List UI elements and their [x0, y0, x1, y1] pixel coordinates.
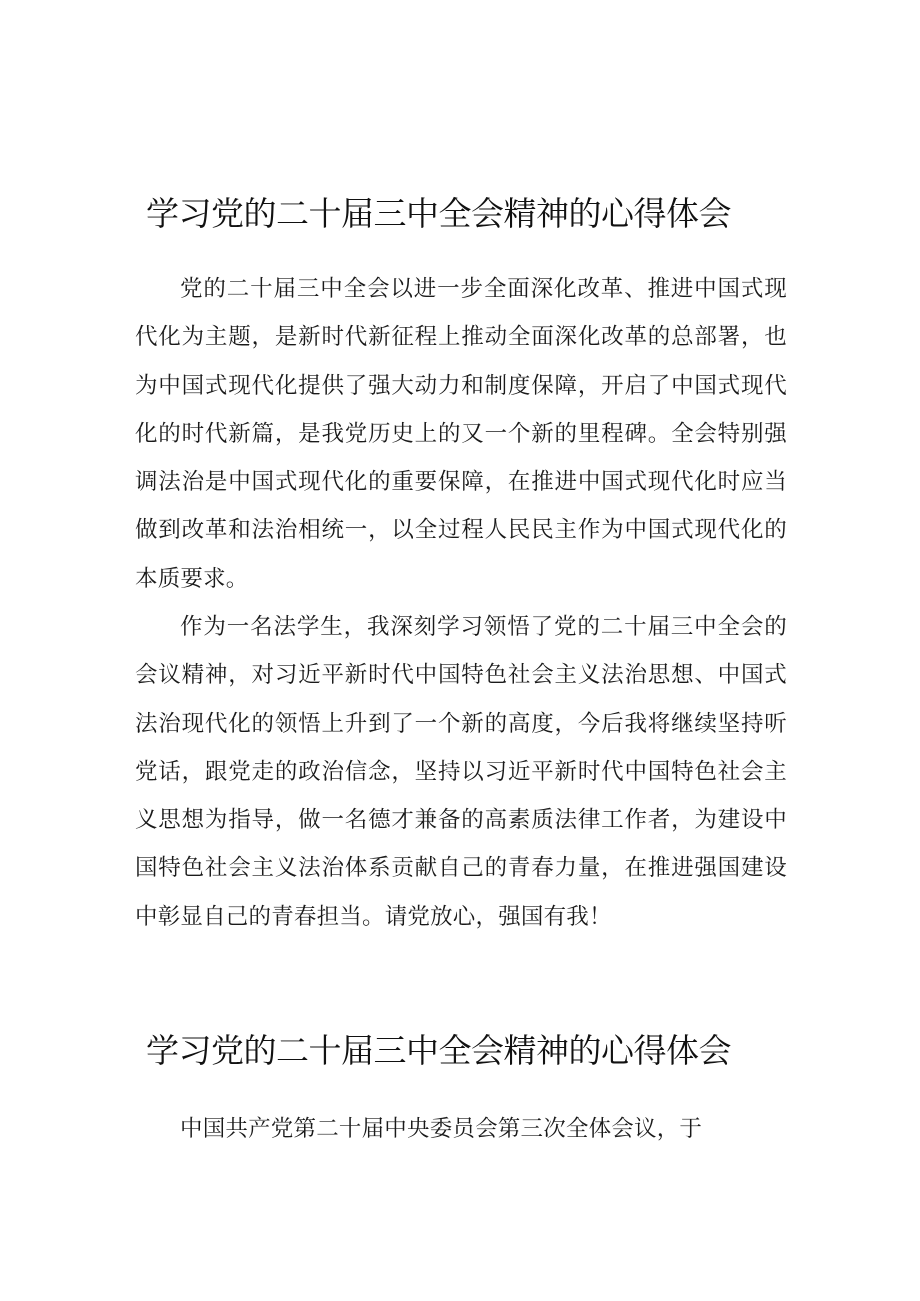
body-paragraph: 中国共产党第二十届中央委员会第三次全体会议，于 — [180, 1116, 703, 1142]
body-paragraph: 党的二十届三中全会以进一步全面深化改革、推进中国式现代化为主题，是新时代新征程上推动全面深化改革的总部署，也为中国式现代化提供了强大动力和制度保障，开启了中国式现代化的时代新篇，是我党历史上的又一个新的里程碑。全会特别强调法治是中国式现代化的重要保障，在推进中国式现代化时应当做到改革和法治相统一，以全过程人民民主作为中国式现代化的本质要求。 — [135, 276, 787, 592]
section-title: 学习党的二十届三中全会精神的心得体会 — [146, 194, 731, 234]
body-paragraph: 作为一名法学生，我深刻学习领悟了党的二十届三中全会的会议精神，对习近平新时代中国特色社会主义法治思想、中国式法治现代化的领悟上升到了一个新的高度，今后我将继续坚持听党话，跟党走的政治信念，坚持以习近平新时代中国特色社会主义思想为指导，做一名德才兼备的高素质法律工作者，为建设中国特色社会主义法治体系贡献自己的青春力量，在推进强国建设中彰显自己的青春担当。请党放心，强国有我！ — [135, 614, 787, 930]
section-title: 学习党的二十届三中全会精神的心得体会 — [146, 1031, 731, 1071]
